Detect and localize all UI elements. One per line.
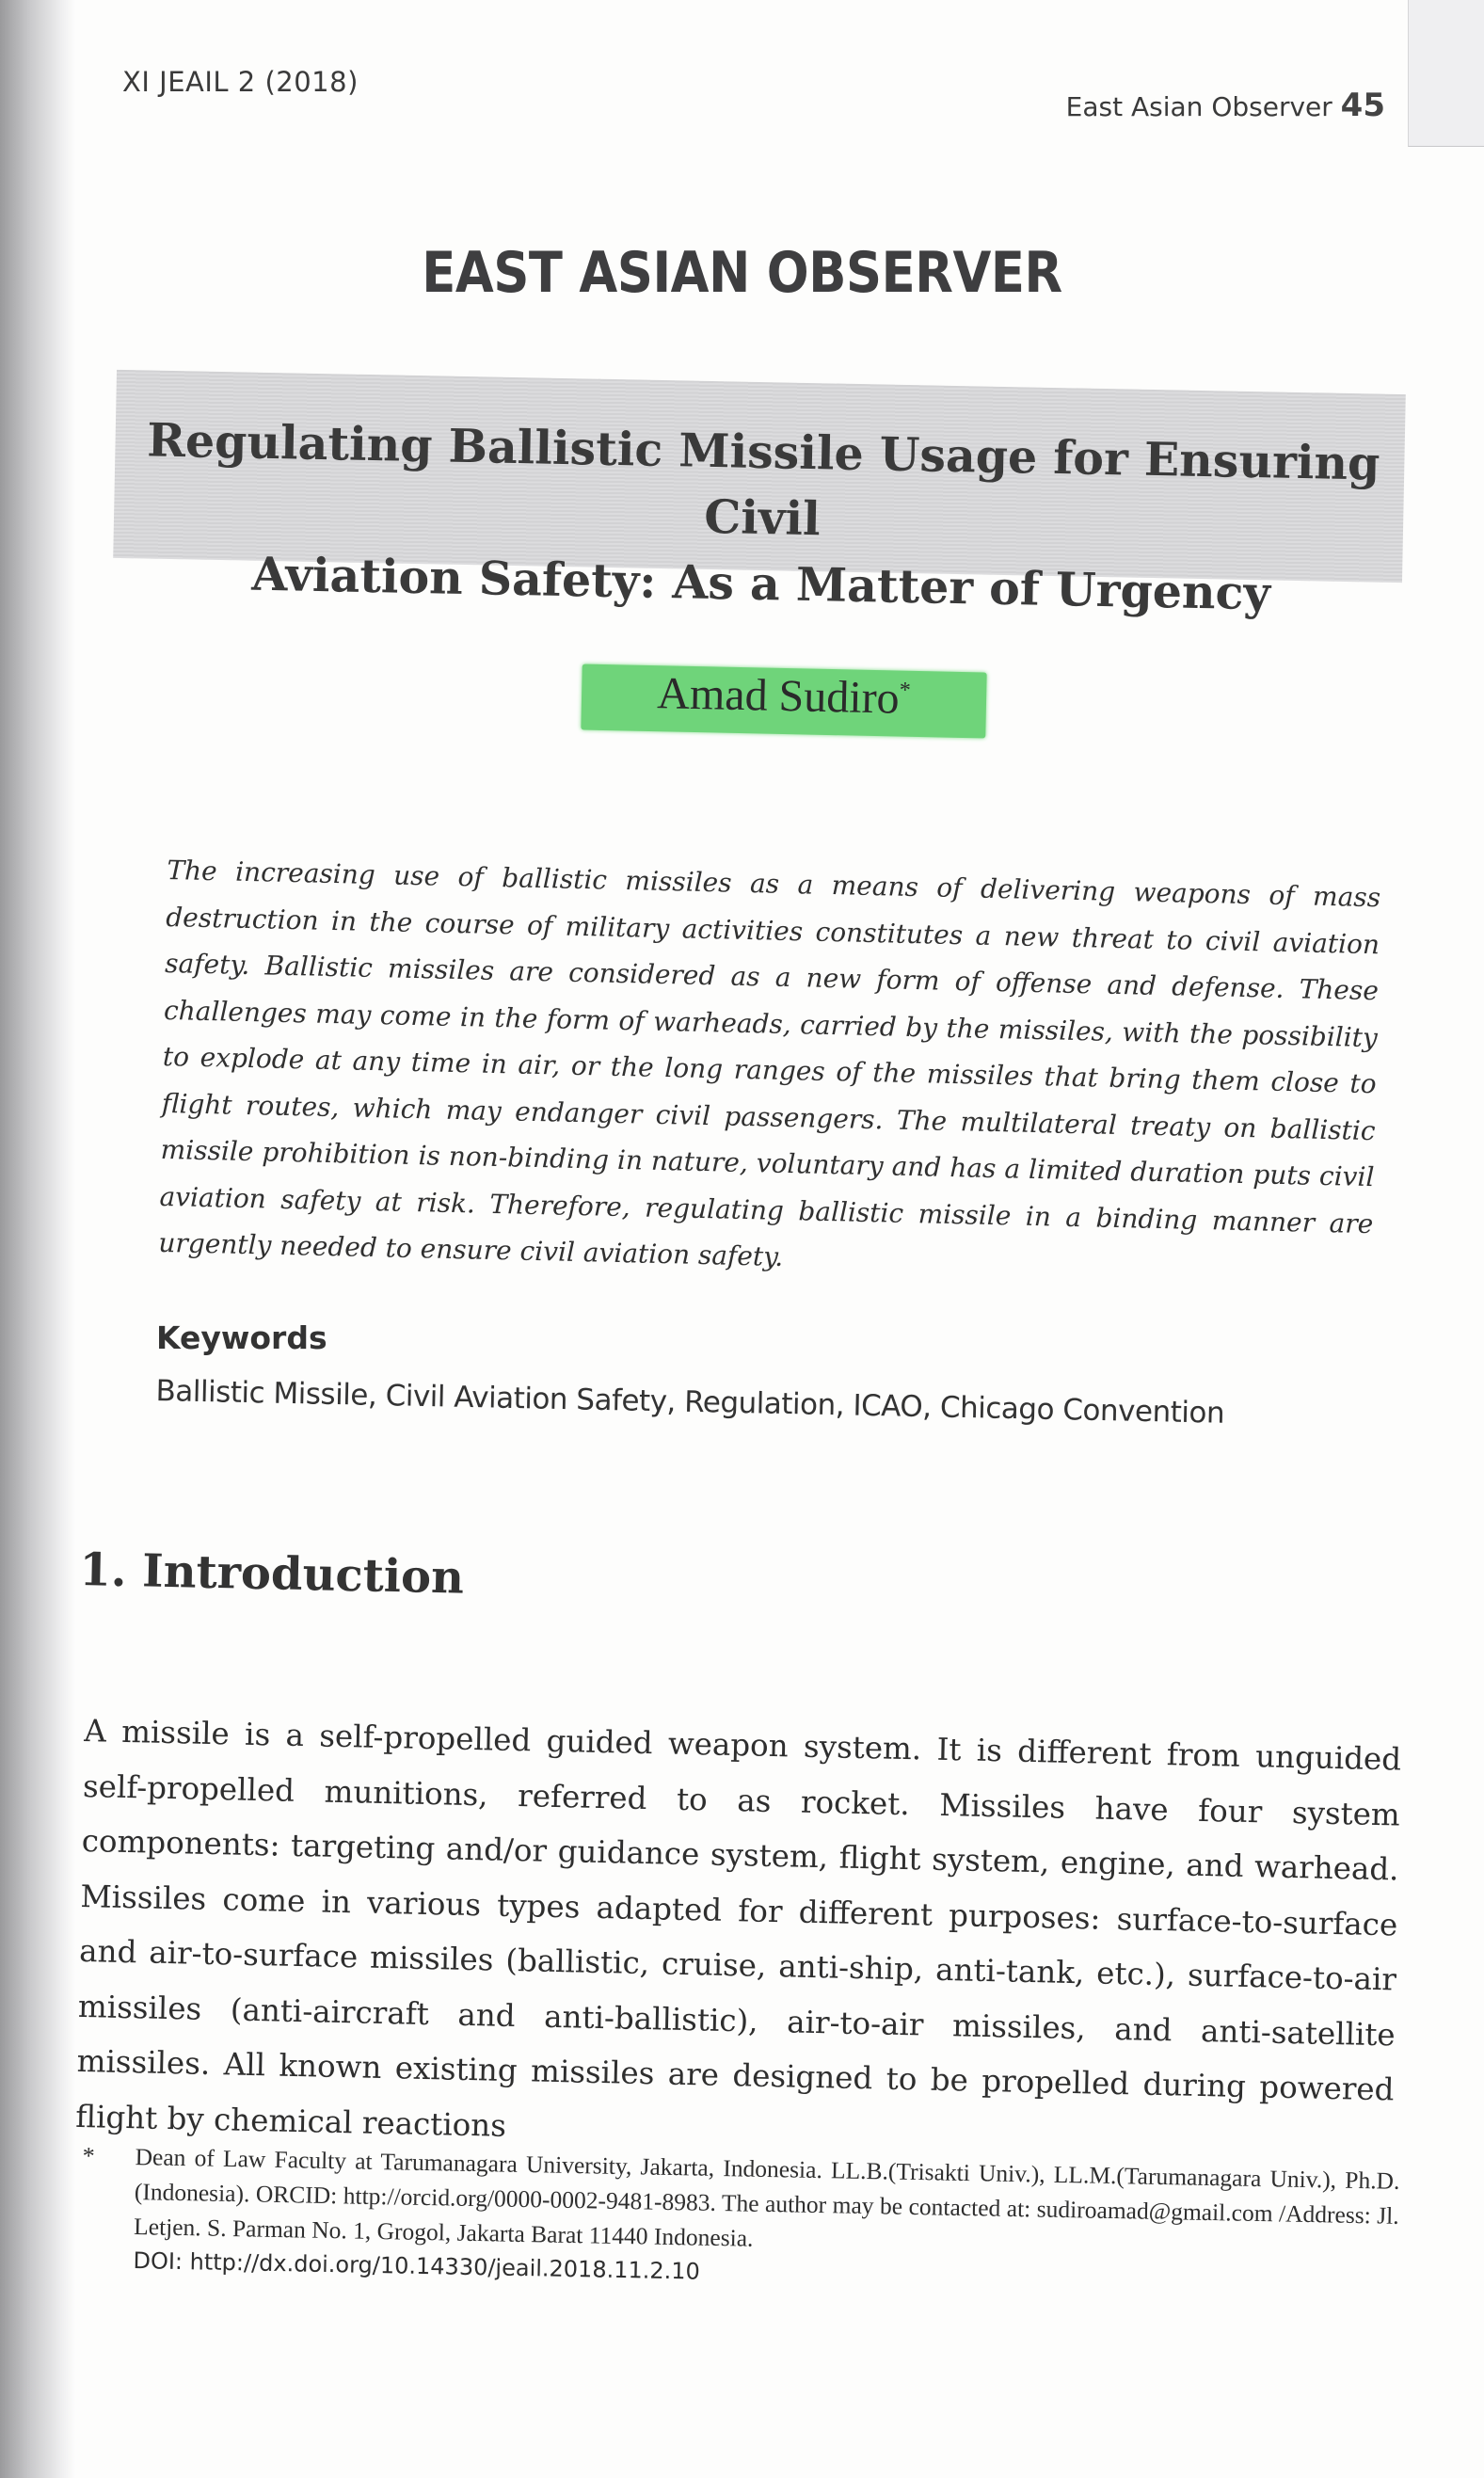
footnote-doi: DOI: http://dx.doi.org/10.14330/jeail.2018.11.2.10	[133, 2247, 701, 2285]
author-name	[581, 666, 986, 727]
article-title	[102, 407, 1423, 630]
running-header-right	[1066, 87, 1385, 124]
page-number: 45	[1340, 87, 1385, 124]
running-header-left: XI JEAIL 2 (2018)	[122, 66, 359, 98]
abstract: The increasing use of ballistic missiles as a means of delivering weapons of mass destruction in the course of military activities constitutes a new threat to civil aviation safety. Ballistic missiles are considered as a new form of offense and defense. These challenges may come in the form of warheads, carried by the missiles, with the possibility to explode at any time in air, or the long ranges of the missiles that bring them close to flight routes, which may endanger civil passengers. The multilateral treaty on ballistic missile prohibition is non-binding in nature, voluntary and has a limited duration puts civil aviation safety at risk. Therefore, regulating ballistic missile in a binding manner are urgently needed to ensure civil aviation safety.	[158, 854, 1381, 1272]
page-corner-tab	[1408, 0, 1484, 147]
author-footnote-mark: *	[899, 678, 912, 703]
section-heading-introduction: 1. Introduction	[78, 1543, 465, 1605]
footnote-mark: *	[82, 2141, 95, 2170]
running-header-journal: East Asian Observer	[1065, 91, 1332, 122]
article-title-line-2: Aviation Safety: As a Matter of Urgency	[250, 546, 1271, 621]
keywords-list: Ballistic Missile, Civil Aviation Safety, Regulation, ICAO, Chicago Convention	[155, 1374, 1225, 1431]
author-footnote	[80, 2138, 1400, 2303]
keywords-heading: Keywords	[156, 1319, 327, 1356]
journal-section-title: EAST ASIAN OBSERVER	[422, 240, 1062, 306]
page-binding-shadow	[0, 0, 75, 2478]
introduction-paragraph: A missile is a self-propelled guided weapon system. It is different from unguided self-propelled munitions, referred to as rocket. Missiles have four system components: targeting and/or guidance system, flight system, engine, and warhead. Missiles come in various types adapted for different purposes: surface-to-surface and air-to-surface missiles (ballistic, cruise, anti-ship, anti-tank, etc.), surface-to-air missiles (anti-aircraft and anti-ballistic), air-to-air missiles, and anti-satellite missiles. All known existing missiles are designed to be propelled during powered flight by chemical reactions	[75, 1712, 1402, 2144]
article-title-line-1: Regulating Ballistic Missile Usage for Ensuring Civil	[146, 412, 1380, 547]
author-name-text: Amad Sudiro	[656, 668, 901, 724]
footnote-text: Dean of Law Faculty at Tarumanagara University, Jakarta, Indonesia. LL.B.(Trisakti Univ.), LL.M.(Tarumanagara Univ.), Ph.D.(Indonesia). ORCID: http://orcid.org/0000-0002-9481-8983. The author may be contacted at: sudiroamad@gmail.com /Address: Jl. Letjen. S. Parman No. 1, Grogol, Jakarta Barat 11440 Indonesia.	[133, 2143, 1400, 2252]
